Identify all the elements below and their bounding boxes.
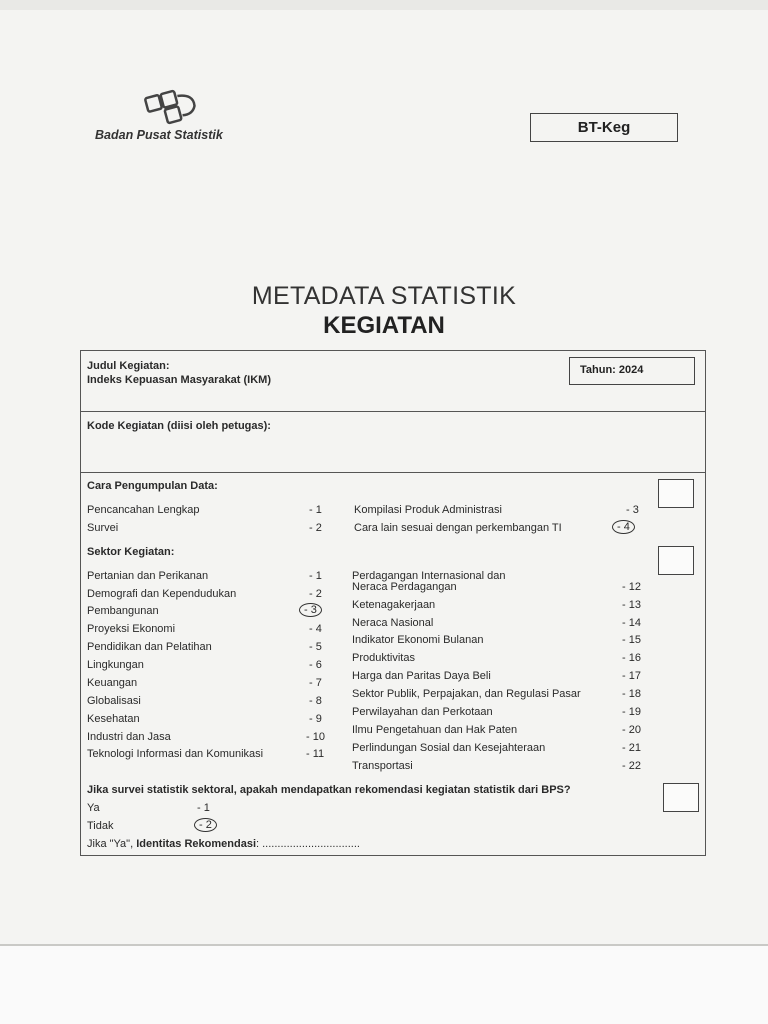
- identitas-dots[interactable]: : ................................: [256, 838, 360, 850]
- sektor-item: Industri dan Jasa: [87, 731, 171, 743]
- sektor-code: - 17: [622, 670, 641, 682]
- page-top-edge: [0, 0, 768, 10]
- page-title: METADATA STATISTIK: [251, 282, 517, 310]
- sektor-item-line2: Neraca Perdagangan: [352, 581, 457, 593]
- sektor-code: - 11: [306, 748, 325, 760]
- sektor-code: - 19: [622, 706, 641, 718]
- rekomendasi-question: Jika survei statistik sektoral, apakah mendapatkan rekomendasi kegiatan statistik dari BPS?: [87, 784, 571, 796]
- sektor-item: Produktivitas: [352, 652, 415, 664]
- cara-answer-box[interactable]: [658, 479, 694, 508]
- form-code-box: [530, 113, 678, 142]
- sektor-item: Kesehatan: [87, 713, 140, 725]
- sektor-item: Ketenagakerjaan: [352, 599, 436, 611]
- sektor-code: - 9: [309, 713, 322, 725]
- tahun-value: Tahun: 2024: [580, 364, 644, 376]
- cara-option-1: Pencancahan Lengkap: [87, 504, 200, 516]
- sektor-code: - 5: [309, 641, 322, 653]
- sektor-item: Harga dan Paritas Daya Beli: [352, 670, 491, 682]
- metadata-form: [80, 350, 706, 856]
- sektor-item: Perlindungan Sosial dan Kesejahteraan: [352, 742, 546, 754]
- sektor-item: Demografi dan Kependudukan: [87, 588, 237, 600]
- cara-code-4-selected[interactable]: - 4: [612, 520, 635, 534]
- org-name: Badan Pusat Statistik: [95, 128, 223, 142]
- sektor-code: - 22: [622, 760, 641, 772]
- rekomendasi-option-tidak: Tidak: [87, 820, 114, 832]
- sektor-code: - 20: [622, 724, 641, 736]
- sektor-label: Sektor Kegiatan:: [87, 546, 175, 558]
- sektor-item: Perwilayahan dan Perkotaan: [352, 706, 493, 718]
- rekomendasi-answer-box[interactable]: [663, 783, 699, 812]
- cara-label: Cara Pengumpulan Data:: [87, 480, 218, 492]
- cara-code-3: - 3: [626, 504, 639, 516]
- sektor-item: Keuangan: [87, 677, 138, 689]
- kode-label: Kode Kegiatan (diisi oleh petugas):: [87, 420, 271, 432]
- sektor-code: - 7: [309, 677, 322, 689]
- sektor-code: - 21: [622, 742, 641, 754]
- sektor-code: - 13: [622, 599, 641, 611]
- sektor-code: - 12: [622, 581, 641, 593]
- sektor-code: - 2: [309, 588, 322, 600]
- rekomendasi-option-ya: Ya: [87, 802, 100, 814]
- sektor-code: - 8: [309, 695, 322, 707]
- cara-option-3: Kompilasi Produk Administrasi: [354, 504, 502, 516]
- sektor-item: Perdagangan Internasional dan: [352, 570, 506, 582]
- sektor-item: Transportasi: [352, 760, 413, 772]
- sektor-item: Pertanian dan Perikanan: [87, 570, 209, 582]
- bps-logo-icon: [138, 86, 204, 128]
- judul-label: Judul Kegiatan:: [87, 360, 170, 372]
- identitas-label: Identitas Rekomendasi: [136, 838, 257, 850]
- sektor-code: - 14: [622, 617, 641, 629]
- divider: [81, 472, 705, 473]
- sektor-code-selected[interactable]: - 3: [299, 603, 322, 617]
- sektor-item: Indikator Ekonomi Bulanan: [352, 634, 484, 646]
- page-subtitle: KEGIATAN: [323, 312, 445, 339]
- cara-option-4: Cara lain sesuai dengan perkembangan TI: [354, 522, 562, 534]
- sektor-code: - 1: [309, 570, 322, 582]
- below-page-area: [0, 946, 768, 1024]
- cara-code-1: - 1: [309, 504, 322, 516]
- sektor-item: Pembangunan: [87, 605, 159, 617]
- tahun-box[interactable]: [569, 357, 695, 385]
- sektor-item: Pendidikan dan Pelatihan: [87, 641, 212, 653]
- sektor-item: Proyeksi Ekonomi: [87, 623, 176, 635]
- sektor-answer-box[interactable]: [658, 546, 694, 575]
- sektor-code: - 15: [622, 634, 641, 646]
- identitas-rekomendasi: [87, 838, 360, 850]
- rekomendasi-code-tidak-selected[interactable]: - 2: [194, 818, 217, 832]
- sektor-item: Teknologi Informasi dan Komunikasi: [87, 748, 264, 760]
- divider: [81, 411, 705, 412]
- cara-option-2: Survei: [87, 522, 119, 534]
- sektor-code: - 18: [622, 688, 641, 700]
- identitas-prefix: Jika "Ya",: [87, 838, 137, 850]
- sektor-item: Ilmu Pengetahuan dan Hak Paten: [352, 724, 518, 736]
- cara-code-2: - 2: [309, 522, 322, 534]
- sektor-item: Globalisasi: [87, 695, 141, 707]
- judul-value[interactable]: Indeks Kepuasan Masyarakat (IKM): [87, 374, 272, 386]
- sektor-item: Sektor Publik, Perpajakan, dan Regulasi Pasar: [352, 688, 581, 700]
- form-code: BT-Keg: [577, 119, 631, 136]
- sektor-code: - 16: [622, 652, 641, 664]
- sektor-item: Neraca Nasional: [352, 617, 434, 629]
- sektor-code: - 4: [309, 623, 322, 635]
- sektor-code: - 6: [309, 659, 322, 671]
- sektor-item: Lingkungan: [87, 659, 144, 671]
- rekomendasi-code-ya: - 1: [197, 802, 210, 814]
- sektor-code: - 10: [306, 731, 325, 743]
